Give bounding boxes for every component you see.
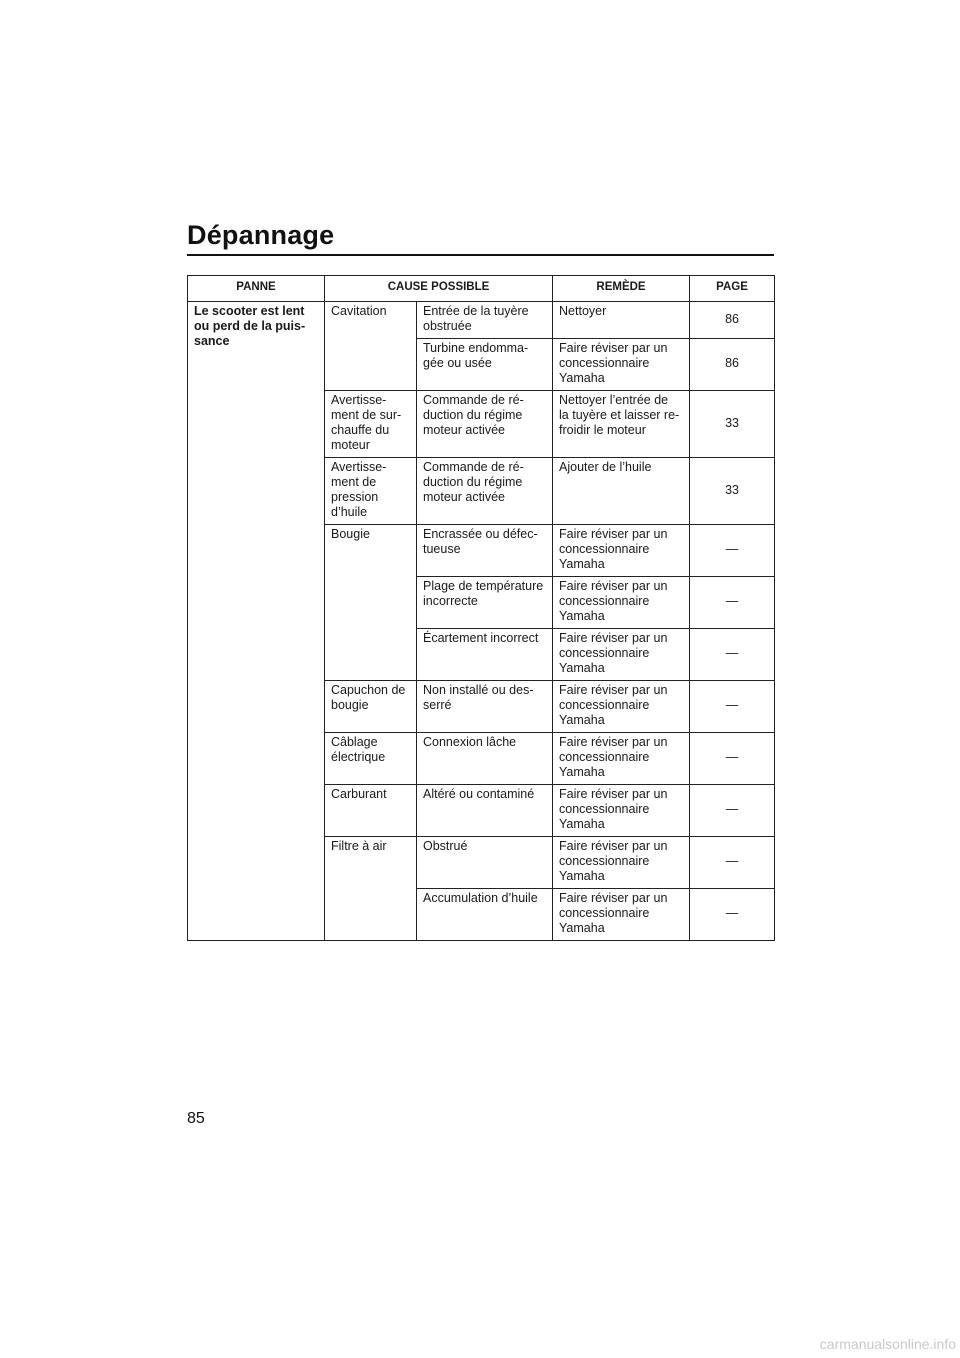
cell-line: Faire réviser par un bbox=[559, 787, 668, 801]
cell-line: concessionnaire bbox=[559, 646, 650, 660]
detail-cell bbox=[417, 302, 553, 339]
cell-line: moteur bbox=[331, 438, 370, 452]
remede-cell bbox=[553, 733, 690, 785]
cell-line: Yamaha bbox=[559, 869, 605, 883]
remede-cell bbox=[553, 629, 690, 681]
cell-line: duction du régime bbox=[423, 475, 523, 489]
panne-cell bbox=[188, 302, 325, 941]
remede-cell bbox=[553, 458, 690, 525]
watermark: carmanualsonline.info bbox=[819, 1336, 956, 1352]
cell-line: Faire réviser par un bbox=[559, 683, 668, 697]
remede-cell bbox=[553, 339, 690, 391]
cell-line: Nettoyer l’entrée de bbox=[559, 393, 669, 407]
remede-cell bbox=[553, 577, 690, 629]
detail-cell bbox=[417, 577, 553, 629]
detail-cell bbox=[417, 785, 553, 837]
cell-line: incorrecte bbox=[423, 594, 478, 608]
remede-cell bbox=[553, 837, 690, 889]
detail-cell bbox=[417, 458, 553, 525]
table-row bbox=[188, 302, 775, 339]
cell-line: duction du régime bbox=[423, 408, 523, 422]
cell-line: bougie bbox=[331, 698, 369, 712]
cause-cell bbox=[325, 733, 417, 785]
detail-cell bbox=[417, 391, 553, 458]
cell-line: Le scooter est lent bbox=[194, 304, 305, 318]
header-remede: REMÈDE bbox=[553, 276, 690, 302]
detail-cell bbox=[417, 525, 553, 577]
detail-cell bbox=[417, 681, 553, 733]
table-header-row bbox=[188, 276, 775, 302]
page-cell: 86 bbox=[690, 302, 775, 339]
cell-line: concessionnaire bbox=[559, 594, 650, 608]
cell-line: Bougie bbox=[331, 527, 370, 541]
cause-cell bbox=[325, 681, 417, 733]
cause-cell bbox=[325, 785, 417, 837]
header-panne: PANNE bbox=[188, 276, 325, 302]
page-cell: 33 bbox=[690, 458, 775, 525]
cause-cell bbox=[325, 302, 417, 391]
page-cell: — bbox=[690, 629, 775, 681]
page-number: 85 bbox=[187, 1110, 205, 1127]
header-page: PAGE bbox=[690, 276, 775, 302]
cell-line: Filtre à air bbox=[331, 839, 387, 853]
cell-line: Yamaha bbox=[559, 921, 605, 935]
remede-cell bbox=[553, 889, 690, 941]
cell-line: Turbine endomma- bbox=[423, 341, 529, 355]
cell-line: d’huile bbox=[331, 505, 368, 519]
cell-line: Obstrué bbox=[423, 839, 468, 853]
cell-line: Avertisse- bbox=[331, 460, 387, 474]
detail-cell bbox=[417, 629, 553, 681]
cell-line: Ajouter de l’huile bbox=[559, 460, 652, 474]
cell-line: Cavitation bbox=[331, 304, 387, 318]
detail-cell bbox=[417, 733, 553, 785]
cell-line: Faire réviser par un bbox=[559, 631, 668, 645]
cell-line: Avertisse- bbox=[331, 393, 387, 407]
cell-line: Yamaha bbox=[559, 817, 605, 831]
cell-line: Altéré ou contaminé bbox=[423, 787, 535, 801]
remede-cell bbox=[553, 681, 690, 733]
cell-line: Yamaha bbox=[559, 661, 605, 675]
cell-line: Faire réviser par un bbox=[559, 527, 668, 541]
cell-line: Faire réviser par un bbox=[559, 891, 668, 905]
cell-line: Yamaha bbox=[559, 713, 605, 727]
detail-cell bbox=[417, 339, 553, 391]
cause-cell bbox=[325, 837, 417, 941]
cell-line: Entrée de la tuyère bbox=[423, 304, 529, 318]
cell-line: concessionnaire bbox=[559, 854, 650, 868]
remede-cell bbox=[553, 785, 690, 837]
cell-line: sance bbox=[194, 334, 230, 348]
cause-cell bbox=[325, 525, 417, 681]
cell-line: chauffe du bbox=[331, 423, 390, 437]
detail-cell bbox=[417, 889, 553, 941]
page-cell: — bbox=[690, 577, 775, 629]
cell-line: concessionnaire bbox=[559, 906, 650, 920]
cell-line: froidir le moteur bbox=[559, 423, 646, 437]
page-cell: — bbox=[690, 889, 775, 941]
cell-line: ment de bbox=[331, 475, 377, 489]
cell-line: concessionnaire bbox=[559, 750, 650, 764]
cell-line: Yamaha bbox=[559, 765, 605, 779]
cell-line: Capuchon de bbox=[331, 683, 406, 697]
cell-line: électrique bbox=[331, 750, 386, 764]
cell-line: Yamaha bbox=[559, 609, 605, 623]
cell-line: Plage de température bbox=[423, 579, 544, 593]
cell-line: pression bbox=[331, 490, 379, 504]
cell-line: Commande de ré- bbox=[423, 393, 524, 407]
cell-line: tueuse bbox=[423, 542, 461, 556]
page-cell: 86 bbox=[690, 339, 775, 391]
cell-line: gée ou usée bbox=[423, 356, 492, 370]
detail-cell bbox=[417, 837, 553, 889]
cell-line: Faire réviser par un bbox=[559, 735, 668, 749]
title-divider bbox=[187, 254, 774, 256]
cause-cell bbox=[325, 458, 417, 525]
cell-line: Yamaha bbox=[559, 371, 605, 385]
cell-line: Câblage bbox=[331, 735, 378, 749]
cell-line: ment de sur- bbox=[331, 408, 402, 422]
cell-line: Yamaha bbox=[559, 557, 605, 571]
remede-cell bbox=[553, 302, 690, 339]
cell-line: concessionnaire bbox=[559, 802, 650, 816]
page-cell: — bbox=[690, 785, 775, 837]
cell-line: Faire réviser par un bbox=[559, 579, 668, 593]
cell-line: Commande de ré- bbox=[423, 460, 524, 474]
cell-line: serré bbox=[423, 698, 452, 712]
cell-line: concessionnaire bbox=[559, 542, 650, 556]
cell-line: Connexion lâche bbox=[423, 735, 517, 749]
header-cause: CAUSE POSSIBLE bbox=[325, 276, 553, 302]
cell-line: ou perd de la puis- bbox=[194, 319, 306, 333]
page-cell: — bbox=[690, 525, 775, 577]
cell-line: obstruée bbox=[423, 319, 472, 333]
cell-line: concessionnaire bbox=[559, 356, 650, 370]
remede-cell bbox=[553, 391, 690, 458]
cell-line: Encrassée ou défec- bbox=[423, 527, 538, 541]
cell-line: moteur activée bbox=[423, 423, 505, 437]
cell-line: la tuyère et laisser re- bbox=[559, 408, 680, 422]
table-body bbox=[188, 302, 775, 941]
cell-line: Écartement incorrect bbox=[423, 631, 539, 645]
cell-line: Accumulation d’huile bbox=[423, 891, 538, 905]
page-cell: — bbox=[690, 733, 775, 785]
page-title: Dépannage bbox=[187, 220, 335, 250]
page-cell: — bbox=[690, 681, 775, 733]
cell-line: moteur activée bbox=[423, 490, 505, 504]
cell-line: concessionnaire bbox=[559, 698, 650, 712]
cell-line: Faire réviser par un bbox=[559, 839, 668, 853]
page-cell: 33 bbox=[690, 391, 775, 458]
cell-line: Nettoyer bbox=[559, 304, 607, 318]
page-cell: — bbox=[690, 837, 775, 889]
troubleshooting-table bbox=[187, 275, 775, 941]
cause-cell bbox=[325, 391, 417, 458]
cell-line: Carburant bbox=[331, 787, 387, 801]
remede-cell bbox=[553, 525, 690, 577]
cell-line: Non installé ou des- bbox=[423, 683, 534, 697]
cell-line: Faire réviser par un bbox=[559, 341, 668, 355]
